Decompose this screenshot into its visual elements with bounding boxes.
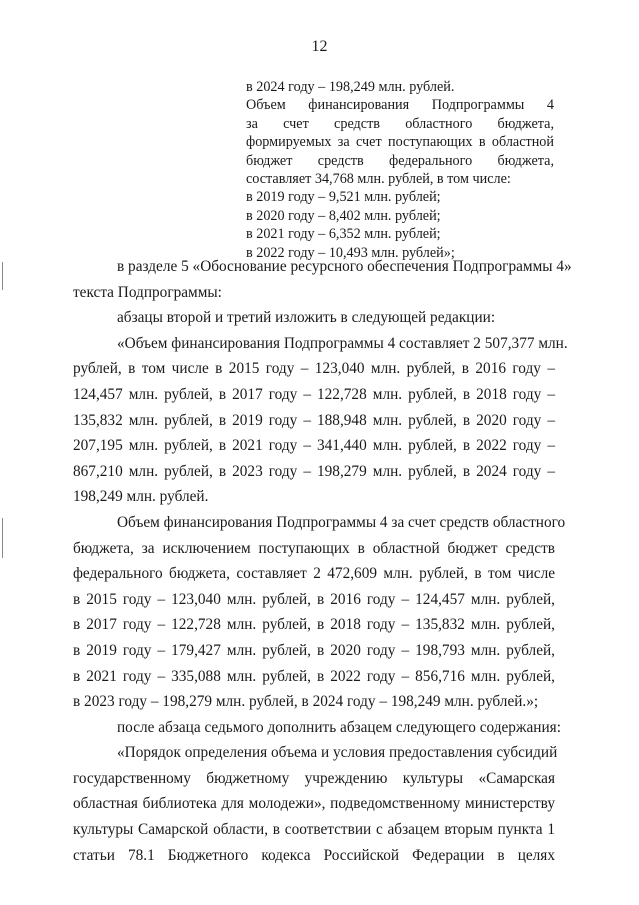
text-line: федерального бюджета, составляет 2 472,609 млн. рублей, в том числе (73, 565, 555, 583)
text-line: после абзаца седьмого дополнить абзацем следующего содержания: (117, 718, 561, 736)
text-line: бюджет средств федерального бюджета, (246, 152, 554, 169)
text-line: в 2019 году – 179,427 млн. рублей, в 2020 году – 198,793 млн. рублей, (73, 641, 555, 659)
text-line: бюджета, за исключением поступающих в областной бюджет средств (73, 539, 555, 557)
text-line: в разделе 5 «Обоснование ресурсного обеспечения Подпрограммы 4» (117, 258, 572, 275)
text-line: формируемых за счет поступающих в областной (246, 134, 554, 151)
paragraph-section-5 (73, 254, 572, 305)
paragraph-instruction (73, 305, 555, 331)
text-line: «Объем финансирования Подпрограммы 4 составляет 2 507,377 млн. (117, 334, 568, 352)
text-line: в 2023 году – 198,279 млн. рублей, в 2024 году – 198,249 млн. рублей.»; (73, 693, 539, 711)
text-line: статьи 78.1 Бюджетного кодекса Российской Федерации в целях (73, 846, 555, 864)
text-line: составляет 34,768 млн. рублей, в том числе: (246, 171, 511, 188)
text-line: в 2020 году – 8,402 млн. рублей; (246, 207, 441, 224)
text-line: 135,832 млн. рублей, в 2019 году – 188,948 млн. рублей, в 2020 году – (73, 411, 555, 429)
text-line: за счет средств областного бюджета, (246, 115, 554, 132)
text-line: в 2017 году – 122,728 млн. рублей, в 2018 году – 135,832 млн. рублей, (73, 616, 555, 634)
text-line: государственному бюджетному учреждению культуры «Самарская (73, 769, 555, 787)
text-line: рублей, в том числе в 2015 году – 123,040 млн. рублей, в 2016 году – (73, 360, 555, 378)
text-line: культуры Самарской области, в соответствии с абзацем вторым пункта 1 (73, 821, 555, 839)
upper-text-block (246, 78, 554, 262)
text-line: областная библиотека для молодежи», подведомственному министерству (73, 795, 555, 813)
text-line: 198,249 млн. рублей. (73, 488, 209, 506)
paragraph-subsidy-procedure (73, 740, 558, 868)
text-line: Объем финансирования Подпрограммы 4 за счет средств областного (117, 513, 566, 531)
text-line: 207,195 млн. рублей, в 2021 году – 341,440 млн. рублей, в 2022 году – (73, 437, 555, 455)
text-line: в 2022 году – 10,493 млн. рублей»; (246, 244, 455, 261)
text-line: в 2015 году – 123,040 млн. рублей, в 2016 году – 124,457 млн. рублей, (73, 590, 555, 608)
scan-margin-mark (2, 262, 3, 290)
text-line: текста Подпрограммы: (73, 283, 222, 301)
paragraph-regional-financing (73, 510, 566, 715)
text-line: в 2019 году – 9,521 млн. рублей; (246, 189, 441, 206)
text-line: «Порядок определения объема и условия предоставления субсидий (117, 744, 558, 762)
text-line: Объем финансирования Подпрограммы 4 (246, 97, 554, 114)
text-line: в 2021 году – 335,088 млн. рублей, в 2022 году – 856,716 млн. рублей, (73, 667, 555, 685)
text-line: абзацы второй и третий изложить в следующей редакции: (117, 309, 496, 327)
paragraph-total-financing (73, 331, 568, 510)
document-body (73, 254, 572, 868)
text-line: 867,210 млн. рублей, в 2023 году – 198,279 млн. рублей, в 2024 году – (73, 462, 555, 480)
page-number: 12 (311, 38, 328, 55)
text-line: в 2021 году – 6,352 млн. рублей; (246, 226, 441, 243)
text-line: 124,457 млн. рублей, в 2017 году – 122,728 млн. рублей, в 2018 году – (73, 385, 555, 403)
scan-margin-mark (2, 518, 3, 558)
text-line: в 2024 году – 198,249 млн. рублей. (246, 79, 455, 95)
paragraph-addition-instruction (73, 715, 561, 741)
